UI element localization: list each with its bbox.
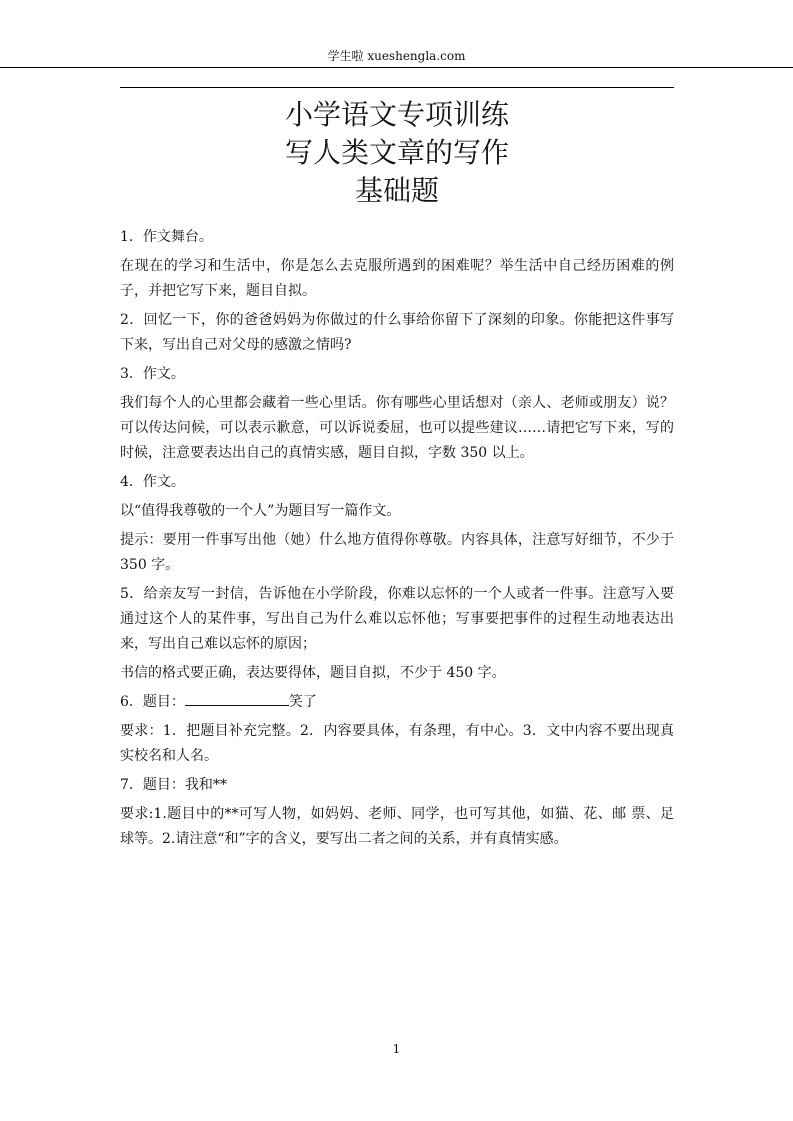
item-5-format: 书信的格式要正确，表达要得体，题目自拟，不少于 450 字。 bbox=[120, 665, 506, 681]
document-titles bbox=[120, 96, 674, 210]
item-4-hint: 提示：要用一件事写出他（她）什么地方值得你尊敬。内容具体，注意写好细节，不少于 350 字。 bbox=[120, 532, 674, 573]
title-main: 小学语文专项训练 bbox=[284, 98, 509, 131]
item-1-text: 在现在的学习和生活中，你是怎么去克服所遇到的困难呢？举生活中自己经历困难的例子，并把它写下来，题目自拟。 bbox=[120, 258, 674, 299]
item-2-text: 2．回忆一下，你的爸爸妈妈为你做过的什么事给你留下了深刻的印象。你能把这件事写下来，写出自己对父母的感激之情吗? bbox=[120, 312, 674, 353]
item-6-requirements: 要求：1．把题目补充完整。2．内容要具体，有条理，有中心。3．文中内容不要出现真实校名和人名。 bbox=[120, 723, 674, 764]
item-4-title: 以“值得我尊敬的一个人”为题目写一篇作文。 bbox=[120, 503, 401, 519]
content-top-divider bbox=[120, 87, 674, 88]
document-body bbox=[120, 225, 674, 856]
item-6-prefix: 6．题目： bbox=[120, 694, 185, 710]
item-4-heading: 4．作文。 bbox=[120, 474, 185, 490]
item-1-heading: 1．作文舞台。 bbox=[120, 229, 213, 245]
item-3-text: 我们每个人的心里都会藏着一些心里话。你有哪些心里话想对（亲人、老师或朋友）说？可以传达问候，可以表示歉意，可以诉说委屈，也可以提些建议……请把它写下来，写的时候，注意要表达出自己的真情实感，题目自拟，字数 350 以上。 bbox=[120, 395, 674, 461]
page-header-site: 学生啦 xueshengla.com bbox=[327, 49, 466, 63]
title-topic: 写人类文章的写作 bbox=[284, 136, 509, 169]
item-5-text: 5．给亲友写一封信，告诉他在小学阶段，你难以忘怀的一个人或者一件事。注意写入要通过这个人的某件事，写出自己为什么难以忘怀他；写事要把事件的过程生动地表达出来，写出自己难以忘怀的原因； bbox=[120, 586, 674, 652]
item-3-heading: 3．作文。 bbox=[120, 366, 185, 382]
header-divider bbox=[0, 67, 793, 68]
item-7-title: 7．题目：我和** bbox=[120, 777, 227, 793]
item-6-suffix: 笑了 bbox=[288, 694, 317, 710]
title-level: 基础题 bbox=[354, 174, 439, 207]
page-number: 1 bbox=[392, 1042, 401, 1056]
title-blank-line bbox=[185, 691, 289, 706]
item-7-requirements: 要求:1.题目中的**可写人物，如妈妈、老师、同学，也可写其他，如猫、花、邮 票、足球等。2.请注意“和”字的含义，要写出二者之间的关系，并有真情实感。 bbox=[120, 806, 674, 847]
item-6-title bbox=[120, 690, 674, 715]
